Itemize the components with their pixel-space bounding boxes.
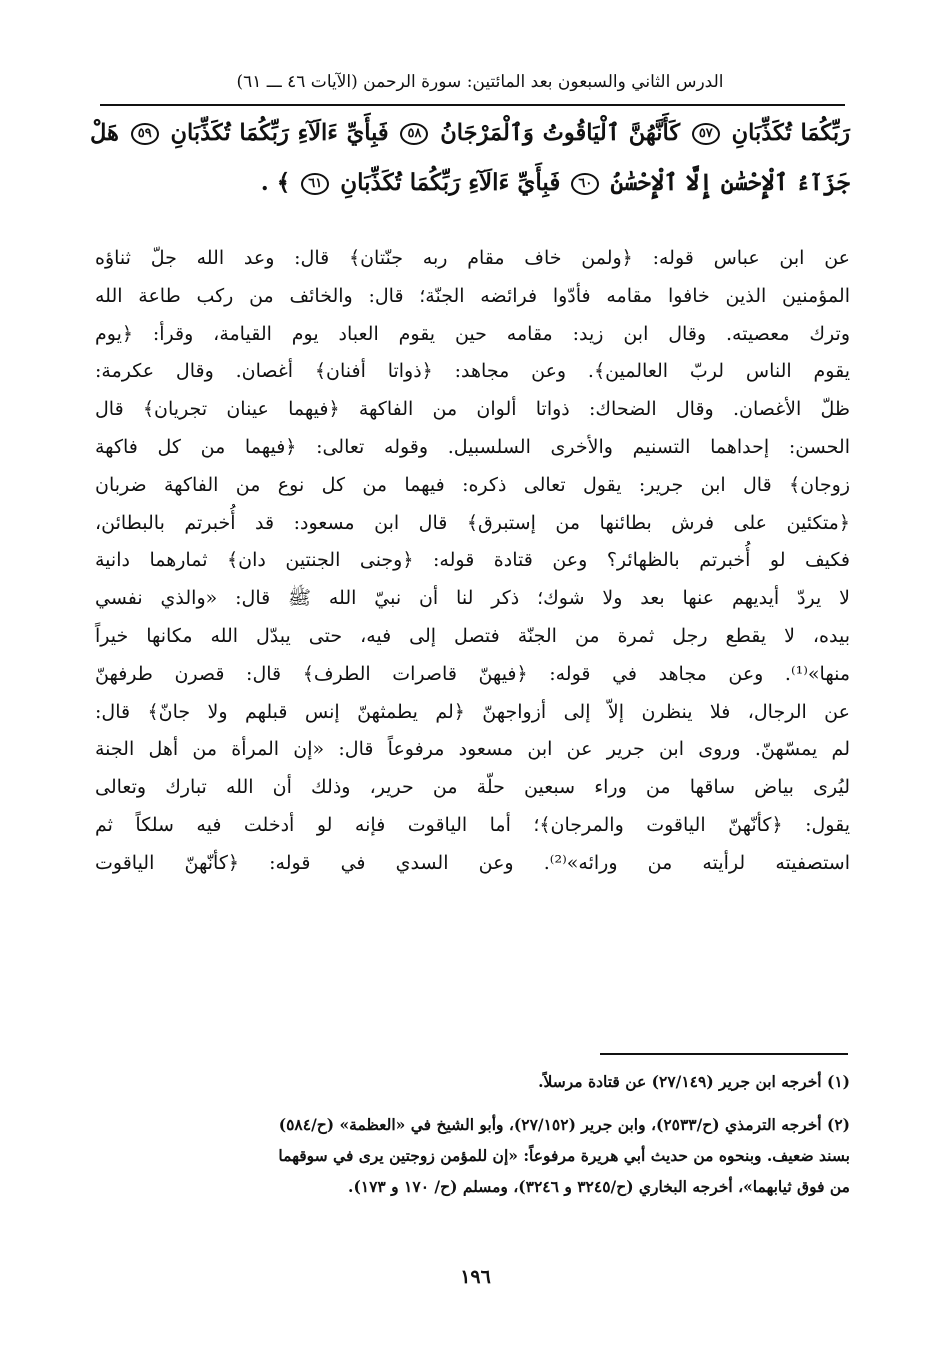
text-line: ظلّ الأغصان. وقال الضحاك: ذواتا ألوان من الفاكهة ﴿فيهما عينان تجريان﴾ قال: [95, 398, 850, 421]
text-line: الحسن: إحداهما التسنيم والأخرى السلسبيل. وقوله تعالى: ﴿فيهما من كل فاكهة: [95, 435, 850, 458]
verse-text: فَبِأَيِّ ءَالَآءِ رَبِّكُمَا تُكَذِّبَانِ: [170, 120, 389, 146]
text-line: فكيف لو أُخبرتم بالظهائر؟ وعن قتادة قوله: ﴿وجنى الجنتين دان﴾ ثمارهما دانية: [95, 549, 850, 572]
footnotes: [95, 1066, 850, 1202]
quran-verses: [90, 108, 850, 208]
text-line: لم يمسّهنّ. وروى ابن جرير عن ابن مسعود مرفوعاً قال: «إن المرأة من أهل الجنة: [95, 738, 850, 761]
verse-line-1: [90, 108, 850, 158]
text-line: عن الرجال، فلا ينظرن إلاّ إلى أزواجهنّ ﴿لم يطمثهنّ إنس قبلهم ولا جانّ﴾ قال:: [95, 700, 850, 723]
footnote-2: (٢) أخرجه الترمذي (ح/٢٥٣٣)، وابن جرير (٢٧/١٥٢)، وأبو الشيخ في «العظمة» (ح/٥٨٤): [278, 1115, 850, 1134]
header-rule: [100, 104, 845, 106]
text-line: يقوم الناس لربّ العالمين﴾. وعن مجاهد: ﴿ذواتا أفنان﴾ أغصان. وقال عكرمة:: [95, 360, 850, 383]
footnote-1: (١) أخرجه ابن جرير (٢٧/١٤٩) عن قتادة مرسلاً.: [538, 1072, 850, 1091]
ayah-number-marker: ٥٨: [400, 123, 428, 145]
text-line: بيده، لا يقطع رجل ثمرة من الجنّة فتصل إلى فيه، حتى يبدّل الله مكانها خيراً: [95, 624, 850, 647]
ayah-number-marker: ٥٧: [692, 123, 720, 145]
text-line: ﴿متكئين على فرش بطائنها من إستبرق﴾ قال ابن مسعود: قد أُخبرتم بالبطائن،: [95, 511, 850, 534]
verse-text: فَبِأَيِّ ءَالَآءِ رَبِّكُمَا تُكَذِّبَانِ: [340, 169, 561, 196]
text-line: وترك معصيته. وقال ابن زيد: مقامه حين يقوم العباد يوم القيامة، وقرأ: ﴿يوم: [95, 322, 850, 345]
footnote-separator: [600, 1053, 848, 1055]
text-line: لا يردّ أيديهم عنها بعد ولا شوك؛ ذكر لنا أن نبيّ الله ﷺ قال: «والذي نفسي: [95, 587, 850, 610]
text-line: زوجان﴾ قال ابن جرير: يقول تعالى ذكره: فيهما من كل نوع من الفاكهة ضربان: [95, 473, 850, 496]
commentary-body: [95, 240, 850, 883]
verse-text: رَبِّكُمَا تُكَذِّبَانِ: [731, 120, 850, 146]
text-line: ليُرى بياض ساقها من وراء سبعين حلّة من حرير، وذلك أن الله تبارك وتعالى: [95, 776, 850, 799]
verse-line-2: [90, 158, 850, 208]
text-line: منها»⁽¹⁾. وعن مجاهد في قوله: ﴿فيهنّ قاصرات الطرف﴾ قال: قصرن طرفهنّ: [95, 662, 850, 685]
text-line: عن ابن عباس قوله: ﴿ولمن خاف مقام ربه جنّتان﴾ قال: وعد الله جلّ ثناؤه: [95, 247, 850, 269]
ayah-number-marker: ٦١: [301, 173, 329, 195]
text-line: يقول: ﴿كأنّهنّ الياقوت والمرجان﴾؛ أما الياقوت فإنه لو أدخلت فيه سلكاً ثم: [95, 813, 850, 836]
verse-closing-bracket: ﴾ .: [260, 169, 291, 196]
running-header: الدرس الثاني والسبعون بعد المائتين: سورة الرحمن (الآيات ٤٦ ـــ ٦١): [236, 72, 724, 92]
verse-text: جَزَآءُ ٱلْإِحْسَٰنِ إِلَّا ٱلْإِحْسَٰنُ: [610, 169, 850, 196]
verse-text: كَأَنَّهُنَّ ٱلْيَاقُوتُ وَٱلْمَرْجَانُ: [440, 120, 681, 146]
verse-text: هَلْ: [90, 120, 119, 146]
text-line: المؤمنين الذين خافوا مقامه فأدّوا فرائضه الجنّة؛ قال: والخائف من ركب طاعة الله: [95, 284, 850, 307]
ayah-number-marker: ٥٩: [131, 123, 159, 145]
footnote-2-continued: بسند ضعيف. وبنحوه من حديث أبي هريرة مرفوعاً: «إن للمؤمن زوجتين يرى في سوقهما: [278, 1146, 850, 1165]
text-line: استصفيته لرأيته من ورائه»⁽²⁾. وعن السدي في قوله: ﴿كأنّهنّ الياقوت: [95, 851, 850, 874]
ayah-number-marker: ٦٠: [571, 173, 599, 195]
page-number: ١٩٦: [460, 1266, 491, 1288]
footnote-2-continued: من فوق ثيابهما»، أخرجه البخاري (ح/٣٢٤٥ و ٣٢٤٦)، ومسلم (ح/ ١٧٠ و ١٧٣).: [348, 1177, 850, 1196]
